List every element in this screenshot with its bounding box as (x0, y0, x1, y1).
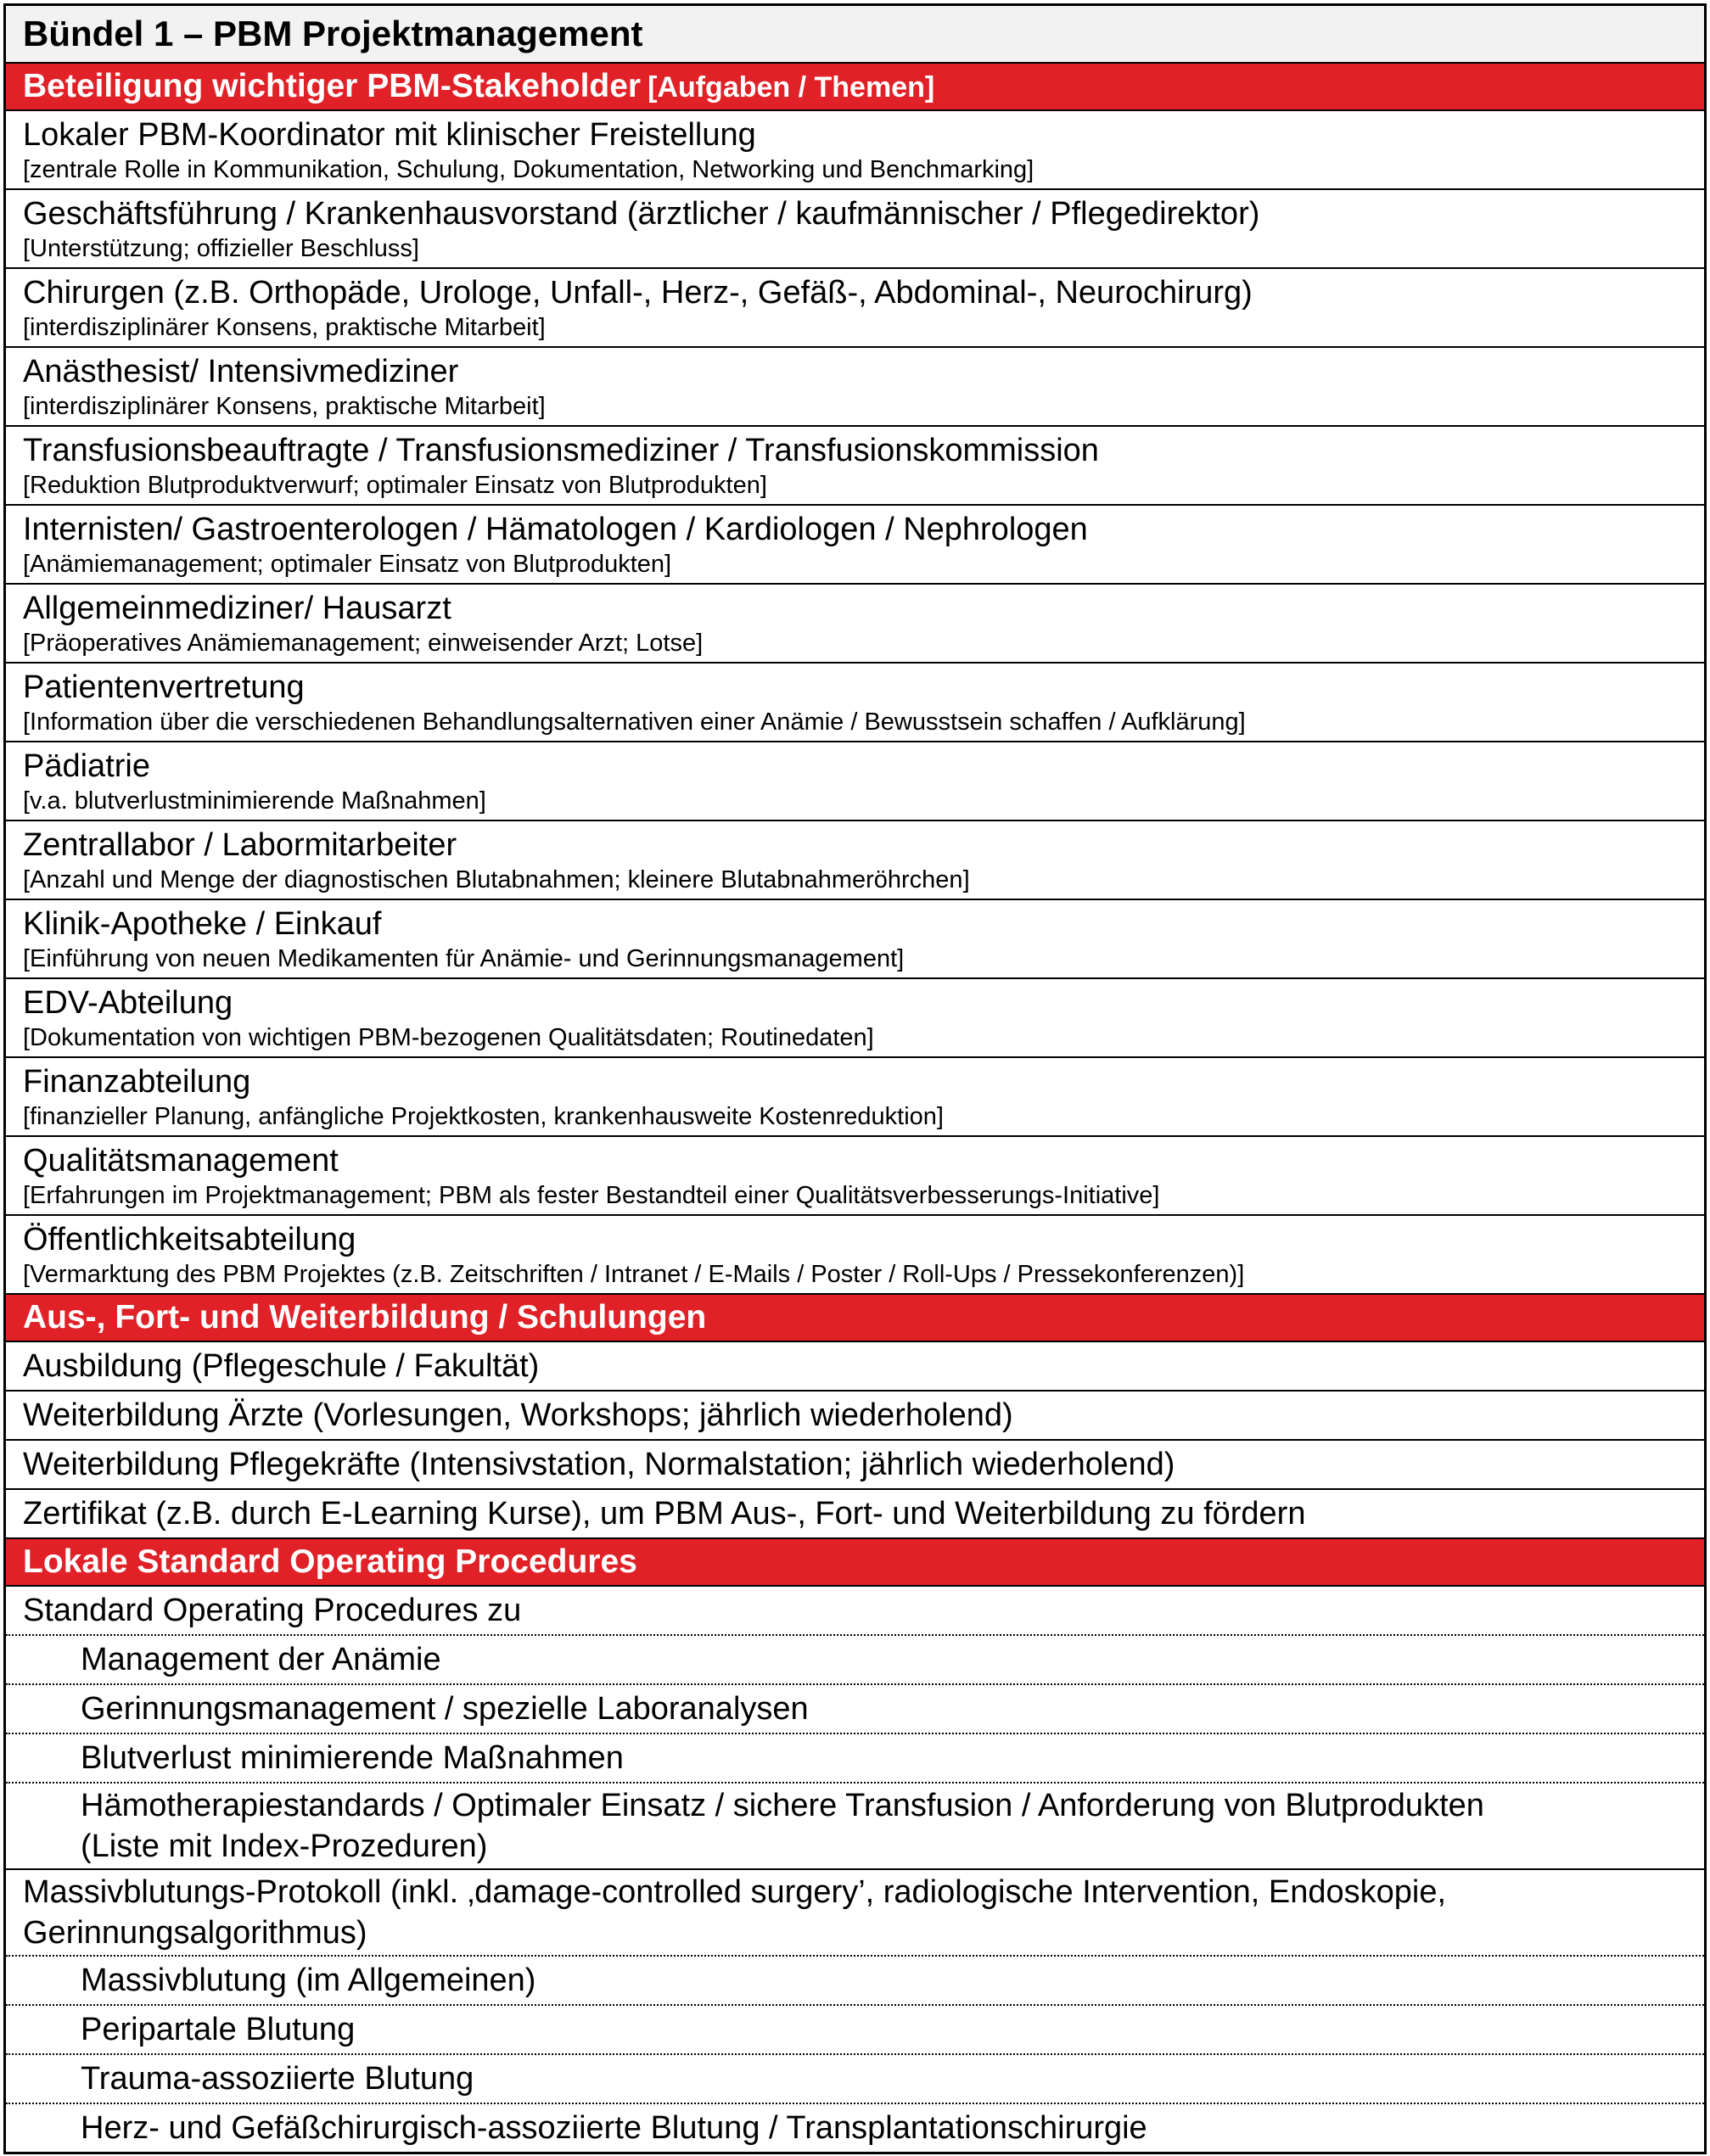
section-header-training (6, 1293, 1704, 1341)
stakeholder-name: Zentrallabor / Labormitarbeiter (23, 826, 457, 863)
table-row (6, 583, 1704, 662)
pbm-table (3, 3, 1707, 2154)
section-header-sop (6, 1537, 1704, 1585)
table-row (6, 1585, 1704, 1634)
sop-item: Blutverlust minimierende Maßnahmen (81, 1740, 624, 1776)
table-row (6, 1214, 1704, 1293)
sop-heading: Standard Operating Procedures zu (23, 1593, 522, 1628)
stakeholder-note: [Dokumentation von wichtigen PBM-bezogenen Qualitätsdaten; Routinedaten] (23, 1023, 874, 1051)
stakeholder-name: Allgemeinmediziner/ Hausarzt (23, 590, 451, 626)
table-row (6, 1135, 1704, 1214)
table-row (6, 1683, 1704, 1733)
sop-item-line1: Hämotherapiestandards / Optimaler Einsatz / sichere Transfusion / Anforderung von Blutprodukten (81, 1788, 1484, 1823)
table-row (6, 741, 1704, 820)
table-row (6, 1733, 1704, 1782)
stakeholder-name: EDV-Abteilung (23, 984, 233, 1021)
stakeholder-note: [Unterstützung; offizieller Beschluss] (23, 234, 419, 262)
table-row (6, 2004, 1704, 2053)
table-row (6, 1341, 1704, 1390)
training-item: Weiterbildung Ärzte (Vorlesungen, Workshops; jährlich wiederholend) (23, 1397, 1013, 1433)
stakeholder-name: Anästhesist/ Intensivmediziner (23, 353, 459, 389)
sop-item-line2: (Liste mit Index-Prozeduren) (81, 1828, 488, 1864)
table-row (6, 2053, 1704, 2103)
table-title-row (6, 6, 1704, 62)
stakeholder-name: Internisten/ Gastroenterologen / Hämatologen / Kardiologen / Nephrologen (23, 511, 1088, 547)
massive-bleeding-line1: Massivblutungs-Protokoll (inkl. ‚damage-controlled surgery’, radiologische Intervention, Endoskopie, (23, 1874, 1447, 1910)
table-row (6, 899, 1704, 977)
stakeholder-note: [v.a. blutverlustminimierende Maßnahmen] (23, 787, 486, 815)
training-item: Ausbildung (Pflegeschule / Fakultät) (23, 1348, 540, 1384)
stakeholder-note: [Anämiemanagement; optimaler Einsatz von Blutprodukten] (23, 550, 672, 578)
bleeding-item: Massivblutung (im Allgemeinen) (81, 1963, 536, 1998)
stakeholder-note: [Reduktion Blutproduktverwurf; optimaler Einsatz von Blutprodukten] (23, 471, 767, 499)
stakeholder-note: [zentrale Rolle in Kommunikation, Schulung, Dokumentation, Networking und Benchmarking] (23, 155, 1034, 183)
stakeholder-name: Pädiatrie (23, 748, 150, 784)
section-heading: Aus-, Fort- und Weiterbildung / Schulungen (23, 1299, 707, 1336)
stakeholder-name: Chirurgen (z.B. Orthopäde, Urologe, Unfall-, Herz-, Gefäß-, Abdominal-, Neurochirurg) (23, 274, 1253, 311)
table-row (6, 1390, 1704, 1439)
stakeholder-note: [interdisziplinärer Konsens, praktische Mitarbeit] (23, 392, 546, 420)
table-row (6, 1439, 1704, 1488)
stakeholder-name: Öffentlichkeitsabteilung (23, 1221, 356, 1257)
stakeholder-note: [finanzieller Planung, anfängliche Projektkosten, krankenhausweite Kostenreduktion] (23, 1102, 944, 1130)
table-row (6, 2103, 1704, 2152)
stakeholder-note: [Erfahrungen im Projektmanagement; PBM als fester Bestandteil einer Qualitätsverbesserungs-Initiative] (23, 1181, 1160, 1209)
table-row (6, 346, 1704, 425)
bleeding-item: Herz- und Gefäßchirurgisch-assoziierte Blutung / Transplantationschirurgie (81, 2110, 1147, 2146)
training-item: Zertifikat (z.B. durch E-Learning Kurse), um PBM Aus-, Fort- und Weiterbildung zu fördern (23, 1496, 1306, 1532)
stakeholder-note: [Einführung von neuen Medikamenten für Anämie- und Gerinnungsmanagement] (23, 944, 905, 972)
stakeholder-name: Transfusionsbeauftragte / Transfusionsmediziner / Transfusionskommission (23, 432, 1099, 468)
table-row (6, 1056, 1704, 1135)
table-row (6, 109, 1704, 188)
table-row (6, 1488, 1704, 1537)
table-row (6, 820, 1704, 899)
table-row (6, 267, 1704, 346)
section-subheading: [Aufgaben / Themen] (648, 71, 935, 104)
table-row (6, 425, 1704, 504)
section-heading: Lokale Standard Operating Procedures (23, 1543, 637, 1580)
table-row (6, 662, 1704, 741)
stakeholder-note: [interdisziplinärer Konsens, praktische Mitarbeit] (23, 313, 546, 341)
massive-bleeding-line2: Gerinnungsalgorithmus) (23, 1915, 367, 1951)
bleeding-item: Peripartale Blutung (81, 2012, 356, 2047)
table-row (6, 188, 1704, 267)
table-row (6, 1782, 1704, 1868)
stakeholder-note: [Präoperatives Anämiemanagement; einweisender Arzt; Lotse] (23, 629, 704, 657)
sop-item: Gerinnungsmanagement / spezielle Laboranalysen (81, 1691, 809, 1727)
stakeholder-name: Geschäftsführung / Krankenhausvorstand (ärztlicher / kaufmännischer / Pflegedirektor) (23, 195, 1260, 232)
stakeholder-note: [Anzahl und Menge der diagnostischen Blutabnahmen; kleinere Blutabnahmeröhrchen] (23, 865, 970, 893)
stakeholder-name: Finanzabteilung (23, 1063, 251, 1100)
table-row (6, 977, 1704, 1056)
table-row (6, 1868, 1704, 1955)
table-row (6, 1634, 1704, 1683)
section-heading: Beteiligung wichtiger PBM-Stakeholder (23, 68, 642, 104)
stakeholder-note: [Information über die verschiedenen Behandlungsalternativen einer Anämie / Bewusstsein schaffen / Aufklärung] (23, 708, 1246, 736)
sop-item: Management der Anämie (81, 1642, 441, 1677)
table-row (6, 1955, 1704, 2004)
stakeholder-name: Klinik-Apotheke / Einkauf (23, 905, 382, 942)
stakeholder-name: Patientenvertretung (23, 669, 305, 705)
stakeholder-note: [Vermarktung des PBM Projektes (z.B. Zeitschriften / Intranet / E-Mails / Poster / Roll-Ups / Pressekonferenzen)] (23, 1260, 1245, 1288)
training-item: Weiterbildung Pflegekräfte (Intensivstation, Normalstation; jährlich wiederholend) (23, 1447, 1175, 1482)
stakeholder-name: Qualitätsmanagement (23, 1142, 339, 1179)
table-title: Bündel 1 – PBM Projektmanagement (23, 14, 643, 53)
table-row (6, 504, 1704, 583)
section-header-stakeholder (6, 62, 1704, 109)
bleeding-item: Trauma-assoziierte Blutung (81, 2061, 474, 2097)
stakeholder-name: Lokaler PBM-Koordinator mit klinischer Freistellung (23, 116, 756, 153)
